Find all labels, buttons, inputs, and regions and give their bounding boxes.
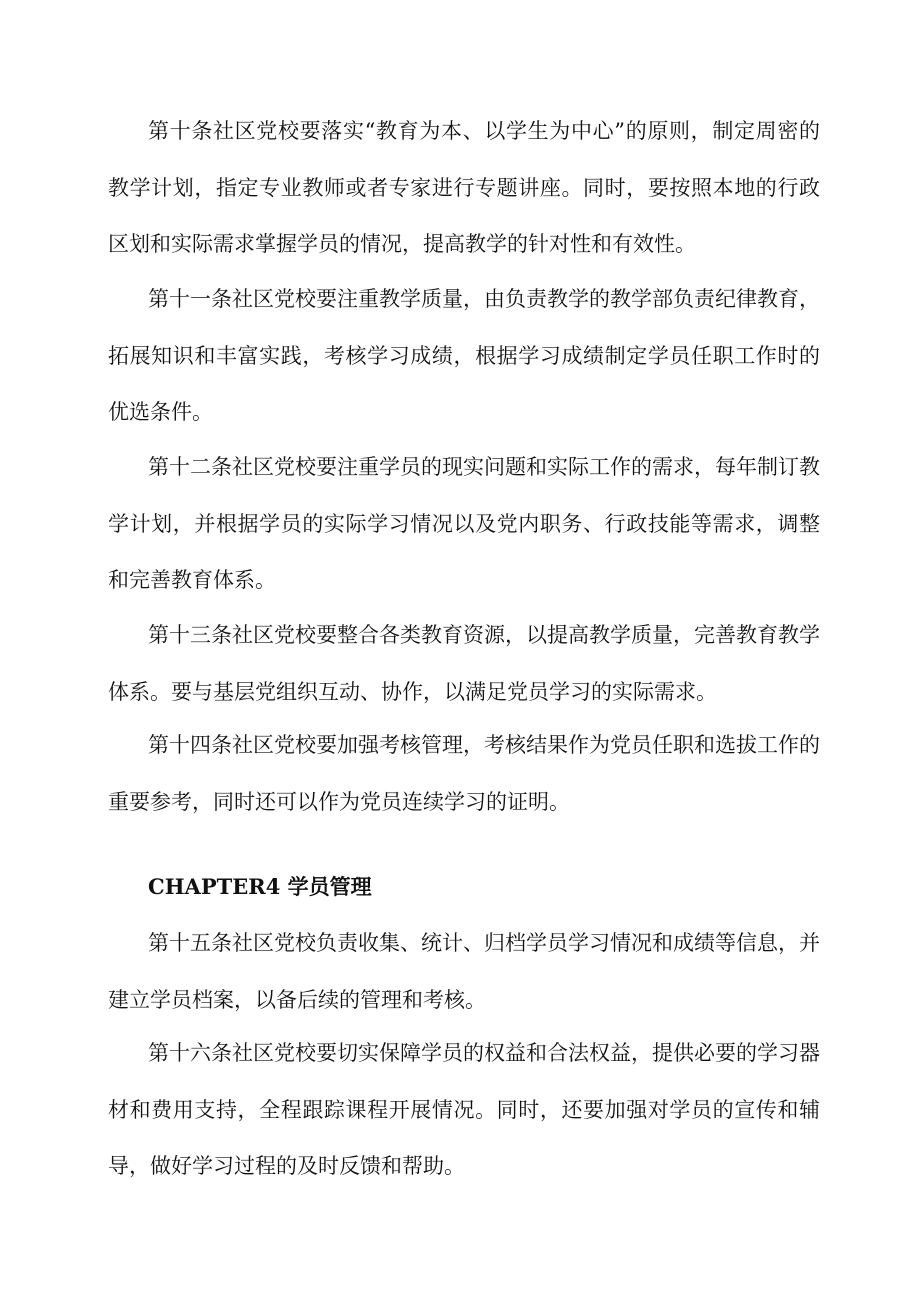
- article-10-paragraph: 第十条社区党校要落实“教育为本、以学生为中心”的原则，制定周密的教学计划，指定专业教师或者专家进行专题讲座。同时，要按照本地的行政区划和实际需求掌握学员的情况，提高教学的针对性和有效性。: [108, 119, 820, 256]
- article-12-paragraph: 第十二条社区党校要注重学员的现实问题和实际工作的需求，每年制订教学计划，并根据学员的实际学习情况以及党内职务、行政技能等需求，调整和完善教育体系。: [108, 455, 820, 592]
- article-15-paragraph: 第十五条社区党校负责收集、统计、归档学员学习情况和成绩等信息，并建立学员档案，以备后续的管理和考核。: [108, 931, 820, 1012]
- article-11-paragraph: 第十一条社区党校要注重教学质量，由负责教学的教学部负责纪律教育，拓展知识和丰富实践，考核学习成绩，根据学习成绩制定学员任职工作时的优选条件。: [108, 287, 820, 424]
- article-13-paragraph: 第十三条社区党校要整合各类教育资源，以提高教学质量，完善教育教学体系。要与基层党组织互动、协作，以满足党员学习的实际需求。: [108, 623, 820, 704]
- article-16-paragraph: 第十六条社区党校要切实保障学员的权益和合法权益，提供必要的学习器材和费用支持，全程跟踪课程开展情况。同时，还要加强对学员的宣传和辅导，做好学习过程的及时反馈和帮助。: [108, 1041, 820, 1178]
- article-14-paragraph: 第十四条社区党校要加强考核管理，考核结果作为党员任职和选拔工作的重要参考，同时还可以作为党员连续学习的证明。: [108, 733, 820, 814]
- chapter-4-heading: CHAPTER4 学员管理: [148, 874, 372, 899]
